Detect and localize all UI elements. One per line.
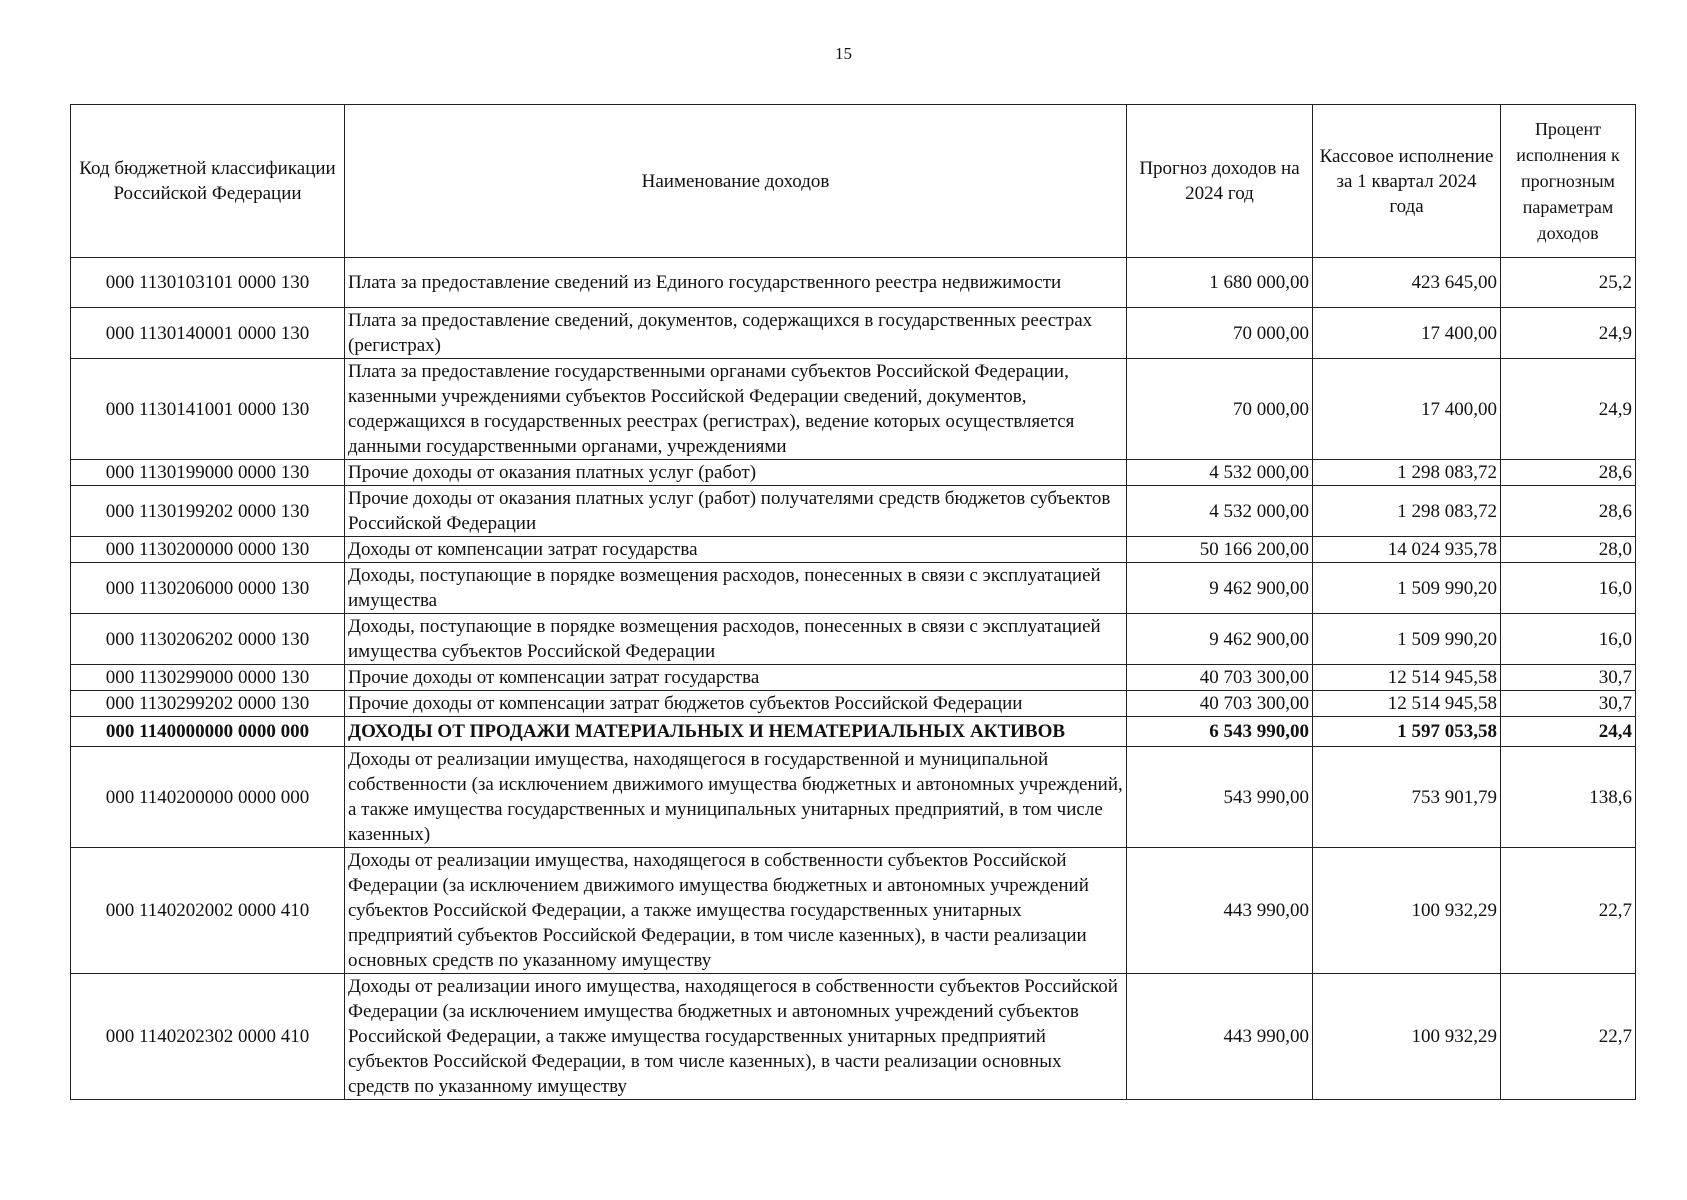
row-name-cell: Плата за предоставление сведений из Единого государственного реестра недвижимости bbox=[345, 258, 1127, 308]
row-percent-cell: 24,9 bbox=[1501, 308, 1636, 359]
row-percent-cell: 22,7 bbox=[1501, 848, 1636, 974]
row-forecast-cell: 40 703 300,00 bbox=[1127, 691, 1313, 717]
row-percent-cell: 30,7 bbox=[1501, 691, 1636, 717]
row-name-cell: Плата за предоставление сведений, документов, содержащихся в государственных реестрах (регистрах) bbox=[345, 308, 1127, 359]
table-row bbox=[71, 308, 1636, 359]
row-code-cell: 000 1130206202 0000 130 bbox=[71, 614, 345, 665]
row-forecast-cell: 9 462 900,00 bbox=[1127, 614, 1313, 665]
row-name-cell: Доходы от реализации имущества, находящегося в собственности субъектов Российской Федерации (за исключением движимого имущества бюджетных и автономных учреждений субъектов Российской Федерации, а также имущества государственных унитарных предприятий субъектов Российской Федерации, в том числе казенных), в части реализации основных средств по указанному имуществу bbox=[345, 848, 1127, 974]
row-forecast-cell: 543 990,00 bbox=[1127, 747, 1313, 848]
table-header-row bbox=[71, 105, 1636, 258]
row-forecast-cell: 6 543 990,00 bbox=[1127, 717, 1313, 747]
table-row bbox=[71, 747, 1636, 848]
row-name-cell: Доходы от реализации имущества, находящегося в государственной и муниципальной собственности (за исключением движимого имущества бюджетных и автономных учреждений, а также имущества государственных и муниципальных унитарных предприятий, в том числе казенных) bbox=[345, 747, 1127, 848]
row-execution-cell: 1 509 990,20 bbox=[1313, 614, 1501, 665]
table-row bbox=[71, 717, 1636, 747]
row-execution-cell: 753 901,79 bbox=[1313, 747, 1501, 848]
page-number: 15 bbox=[835, 44, 852, 63]
table-row bbox=[71, 691, 1636, 717]
row-percent-cell: 16,0 bbox=[1501, 563, 1636, 614]
row-code-cell: 000 1130299202 0000 130 bbox=[71, 691, 345, 717]
row-execution-cell: 17 400,00 bbox=[1313, 308, 1501, 359]
row-execution-cell: 1 298 083,72 bbox=[1313, 486, 1501, 537]
row-code-cell: 000 1130103101 0000 130 bbox=[71, 258, 345, 308]
row-execution-cell: 12 514 945,58 bbox=[1313, 691, 1501, 717]
row-percent-cell: 28,0 bbox=[1501, 537, 1636, 563]
table-row bbox=[71, 537, 1636, 563]
header-name: Наименование доходов bbox=[345, 105, 1127, 258]
row-execution-cell: 12 514 945,58 bbox=[1313, 665, 1501, 691]
row-forecast-cell: 1 680 000,00 bbox=[1127, 258, 1313, 308]
row-code-cell: 000 1140000000 0000 000 bbox=[71, 717, 345, 747]
row-code-cell: 000 1140202002 0000 410 bbox=[71, 848, 345, 974]
row-percent-cell: 30,7 bbox=[1501, 665, 1636, 691]
table-row bbox=[71, 359, 1636, 460]
table-row bbox=[71, 848, 1636, 974]
row-name-cell: Прочие доходы от компенсации затрат бюджетов субъектов Российской Федерации bbox=[345, 691, 1127, 717]
row-forecast-cell: 443 990,00 bbox=[1127, 848, 1313, 974]
row-execution-cell: 1 597 053,58 bbox=[1313, 717, 1501, 747]
header-code: Код бюджетной классификации Российской Федерации bbox=[71, 105, 345, 258]
row-execution-cell: 17 400,00 bbox=[1313, 359, 1501, 460]
row-execution-cell: 100 932,29 bbox=[1313, 848, 1501, 974]
row-code-cell: 000 1130141001 0000 130 bbox=[71, 359, 345, 460]
row-code-cell: 000 1140202302 0000 410 bbox=[71, 974, 345, 1100]
row-forecast-cell: 9 462 900,00 bbox=[1127, 563, 1313, 614]
row-forecast-cell: 50 166 200,00 bbox=[1127, 537, 1313, 563]
row-execution-cell: 1 298 083,72 bbox=[1313, 460, 1501, 486]
row-forecast-cell: 4 532 000,00 bbox=[1127, 486, 1313, 537]
row-percent-cell: 28,6 bbox=[1501, 486, 1636, 537]
row-name-cell: Плата за предоставление государственными органами субъектов Российской Федерации, казенными учреждениями субъектов Российской Федерации сведений, документов, содержащихся в государственных реестрах (регистрах), ведение которых осуществляется данными государственными органами, учреждениями bbox=[345, 359, 1127, 460]
row-name-cell: Доходы, поступающие в порядке возмещения расходов, понесенных в связи с эксплуатацией имущества bbox=[345, 563, 1127, 614]
row-forecast-cell: 70 000,00 bbox=[1127, 308, 1313, 359]
header-percent: Процент исполнения к прогнозным параметрам доходов bbox=[1501, 105, 1636, 258]
table-row bbox=[71, 486, 1636, 537]
row-name-cell: Прочие доходы от оказания платных услуг (работ) получателями средств бюджетов субъектов Российской Федерации bbox=[345, 486, 1127, 537]
header-execution: Кассовое исполнение за 1 квартал 2024 года bbox=[1313, 105, 1501, 258]
row-code-cell: 000 1140200000 0000 000 bbox=[71, 747, 345, 848]
row-execution-cell: 100 932,29 bbox=[1313, 974, 1501, 1100]
row-code-cell: 000 1130199000 0000 130 bbox=[71, 460, 345, 486]
row-code-cell: 000 1130140001 0000 130 bbox=[71, 308, 345, 359]
row-forecast-cell: 4 532 000,00 bbox=[1127, 460, 1313, 486]
row-name-cell: Прочие доходы от оказания платных услуг (работ) bbox=[345, 460, 1127, 486]
row-name-cell: Доходы, поступающие в порядке возмещения расходов, понесенных в связи с эксплуатацией имущества субъектов Российской Федерации bbox=[345, 614, 1127, 665]
table-row bbox=[71, 563, 1636, 614]
row-name-cell: Доходы от компенсации затрат государства bbox=[345, 537, 1127, 563]
table-row bbox=[71, 665, 1636, 691]
row-code-cell: 000 1130299000 0000 130 bbox=[71, 665, 345, 691]
row-execution-cell: 423 645,00 bbox=[1313, 258, 1501, 308]
row-forecast-cell: 443 990,00 bbox=[1127, 974, 1313, 1100]
row-code-cell: 000 1130199202 0000 130 bbox=[71, 486, 345, 537]
row-percent-cell: 28,6 bbox=[1501, 460, 1636, 486]
row-percent-cell: 24,4 bbox=[1501, 717, 1636, 747]
table-row bbox=[71, 974, 1636, 1100]
row-forecast-cell: 40 703 300,00 bbox=[1127, 665, 1313, 691]
row-execution-cell: 14 024 935,78 bbox=[1313, 537, 1501, 563]
table-row bbox=[71, 614, 1636, 665]
revenue-table bbox=[70, 104, 1636, 1100]
row-percent-cell: 16,0 bbox=[1501, 614, 1636, 665]
row-percent-cell: 25,2 bbox=[1501, 258, 1636, 308]
row-forecast-cell: 70 000,00 bbox=[1127, 359, 1313, 460]
row-name-cell: Доходы от реализации иного имущества, находящегося в собственности субъектов Российской Федерации (за исключением имущества бюджетных и автономных учреждений субъектов Российской Федерации, а также имущества государственных унитарных предприятий субъектов Российской Федерации, в том числе казенных), в части реализации основных средств по указанному имуществу bbox=[345, 974, 1127, 1100]
table-row bbox=[71, 258, 1636, 308]
row-execution-cell: 1 509 990,20 bbox=[1313, 563, 1501, 614]
header-forecast: Прогноз доходов на 2024 год bbox=[1127, 105, 1313, 258]
table-row bbox=[71, 460, 1636, 486]
row-percent-cell: 24,9 bbox=[1501, 359, 1636, 460]
row-percent-cell: 22,7 bbox=[1501, 974, 1636, 1100]
row-code-cell: 000 1130200000 0000 130 bbox=[71, 537, 345, 563]
row-name-cell: ДОХОДЫ ОТ ПРОДАЖИ МАТЕРИАЛЬНЫХ И НЕМАТЕРИАЛЬНЫХ АКТИВОВ bbox=[345, 717, 1127, 747]
row-name-cell: Прочие доходы от компенсации затрат государства bbox=[345, 665, 1127, 691]
row-code-cell: 000 1130206000 0000 130 bbox=[71, 563, 345, 614]
row-percent-cell: 138,6 bbox=[1501, 747, 1636, 848]
